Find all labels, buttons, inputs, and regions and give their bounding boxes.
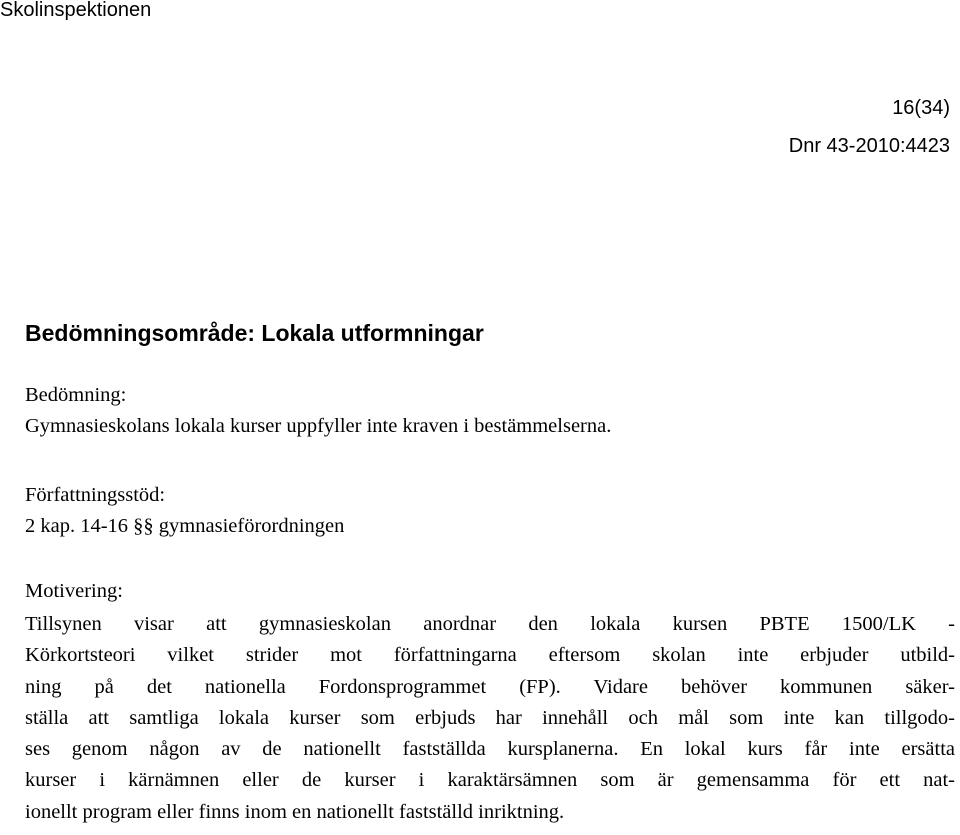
motivation-line: Tillsynen visar att gymnasieskolan anordnar den lokala kursen PBTE 1500/LK -: [25, 613, 955, 635]
assessment-text: Gymnasieskolans lokala kurser uppfyller inte kraven i bestämmelserna.: [25, 415, 612, 437]
motivation-line: ning på det nationella Fordonsprogrammet (FP). Vidare behöver kommunen säker-: [25, 675, 955, 698]
motivation-line: kurser i kärnämnen eller de kurser i karaktärsämnen som är gemensamma för ett nat-: [25, 769, 955, 792]
motivation-paragraph: [25, 609, 955, 828]
document-reference-number: Dnr 43-2010:4423: [788, 135, 950, 157]
motivation-line: Körkortsteori vilket strider mot författningarna eftersom skolan inte erbjuder utbild-: [25, 644, 955, 667]
motivation-line: ionellt program eller finns inom en nationellt fastställd inriktning.: [25, 800, 565, 823]
motivation-label: Motivering:: [25, 580, 123, 602]
section-heading: Bedömningsområde: Lokala utformningar: [25, 320, 484, 346]
assessment-label: Bedömning:: [25, 384, 127, 406]
motivation-line: ställa att samtliga lokala kurser som erbjuds har innehåll och mål som inte kan tillgodo-: [25, 706, 955, 729]
organization-name: Skolinspektionen: [0, 0, 152, 21]
motivation-line: ses genom någon av de nationellt fastställda kursplanerna. En lokal kurs får inte ersätta: [25, 738, 955, 761]
page-number: 16(34): [892, 97, 950, 119]
statutory-support-label: Författningsstöd:: [25, 484, 166, 506]
statutory-support-text: 2 kap. 14-16 §§ gymnasieförordningen: [25, 515, 345, 537]
